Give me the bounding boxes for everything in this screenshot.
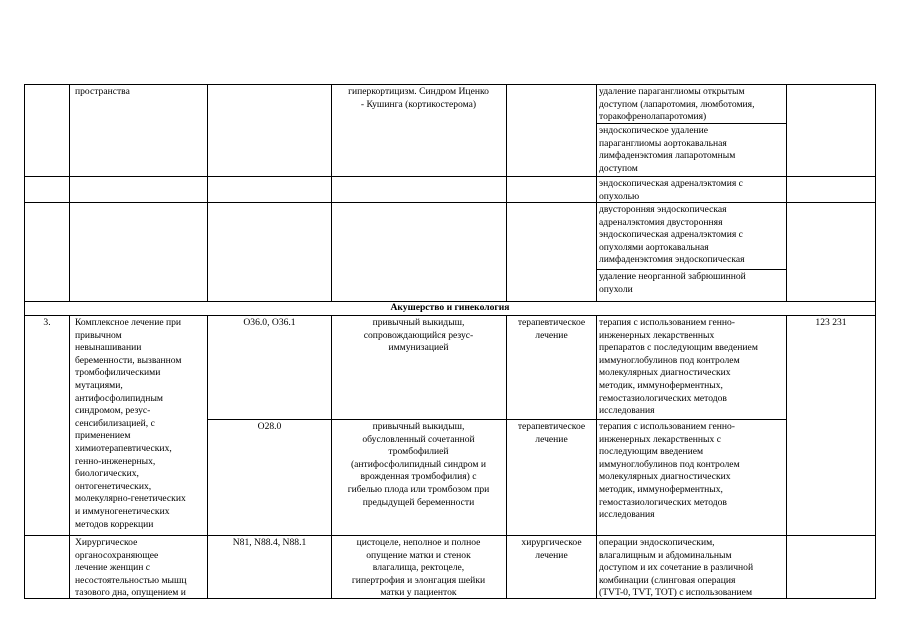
grid-line [875, 84, 876, 301]
cell-patient-model: привычный выкидыш, обусловленный сочетанной тромбофилией (антифосфолипидный синдром и врожденная тромбофилия) с гибелью плода или тромбозом при предыдущей беременности [347, 421, 490, 508]
grid-line [596, 269, 786, 270]
cell-price: 123 231 [815, 317, 847, 328]
grid-line [596, 84, 597, 301]
cell-row-number: 3. [43, 317, 51, 328]
grid-line [24, 84, 876, 85]
grid-line [24, 315, 25, 598]
grid-line [207, 419, 787, 420]
grid-line [24, 535, 876, 536]
grid-line [24, 176, 876, 177]
cell-method: эндоскопическое удаление параганглиомы аортокавальная лимфаденэктомия лапаротомным доступом [599, 125, 736, 174]
cell-patient-model: гиперкортицизм. Синдром Иценко - Кушинга (кортикостерома) [348, 86, 489, 110]
grid-line [506, 84, 507, 301]
grid-line [331, 315, 332, 598]
cell-method: двусторонняя эндоскопическая адреналэктомия двусторонняя эндоскопическая адреналэктомия с опухолями аортокавальная лимфаденэктомия эндоскопическая [599, 204, 745, 266]
grid-line [207, 315, 208, 598]
grid-line [596, 315, 597, 598]
cell-treatment-type: терапевтическое лечение [517, 421, 586, 445]
cell-icd-codes: N81, N88.4, N88.1 [232, 537, 307, 548]
cell-icd-codes: О28.0 [257, 421, 282, 432]
grid-line [69, 84, 70, 301]
cell-procedure-name: Комплексное лечение при привычном невынашивании беременности, вызванном тромбофилическими мутациями, антифосфолипидным синдромом, резус- сенсибилизацией, с применением химиотерапевтических, генно-инженерных, биологических, онтогенетических, молекулярно-генетических и иммуногенетических методов коррекции [75, 317, 186, 530]
grid-line [24, 84, 25, 301]
cell-procedure-name: пространства [75, 86, 130, 97]
cell-method: терапия с использованием генно- инженерных лекарственных с последующим введением иммуноглобулинов под контролем молекулярных диагностических методик, иммуноферментных, гемостазиологических методов исследования [599, 421, 740, 521]
cell-icd-codes: О36.0, О36.1 [243, 317, 296, 328]
cell-method: эндоскопическая адреналэктомия с опухолью [599, 178, 743, 202]
cell-method: удаление неорганной забрюшинной опухоли [599, 271, 746, 295]
grid-line [786, 315, 787, 598]
cell-patient-model: привычный выкидыш, сопровождающийся резус- иммунизацией [363, 317, 474, 354]
cell-treatment-type: хирургическое лечение [521, 537, 582, 561]
cell-patient-model: цистоцеле, неполное и полное опущение матки и стенок влагалища, ректоцеле, гипертрофия и элонгация шейки матки у пациенток [351, 537, 486, 599]
grid-line [24, 315, 876, 316]
grid-line [207, 84, 208, 301]
grid-line [875, 315, 876, 598]
grid-line [24, 202, 876, 203]
cell-treatment-type: терапевтическое лечение [517, 317, 586, 341]
cell-procedure-name: Хирургическое органосохраняющее лечение женщин с несостоятельностью мышц тазового дна, опущением и [75, 537, 187, 599]
grid-line [786, 84, 787, 301]
cell-method: терапия с использованием генно- инженерных лекарственных препаратов с последующим введением иммуноглобулинов под контролем молекулярных диагностических методик, иммуноферментных, гемостазиологических методов исследования [599, 317, 758, 417]
grid-line [69, 315, 70, 598]
section-title: Акушерство и гинекология [390, 302, 510, 313]
cell-method: удаление параганглиомы открытым доступом (лапаротомия, люмботомия, торакофренолапаротомия) [599, 86, 755, 123]
cell-method: операции эндоскопическим, влагалищным и абдоминальным доступом и их сочетание в различной комбинации (слинговая операция (TVT-0, TVT, TOT) с использованием [599, 537, 754, 599]
grid-line [331, 84, 332, 301]
